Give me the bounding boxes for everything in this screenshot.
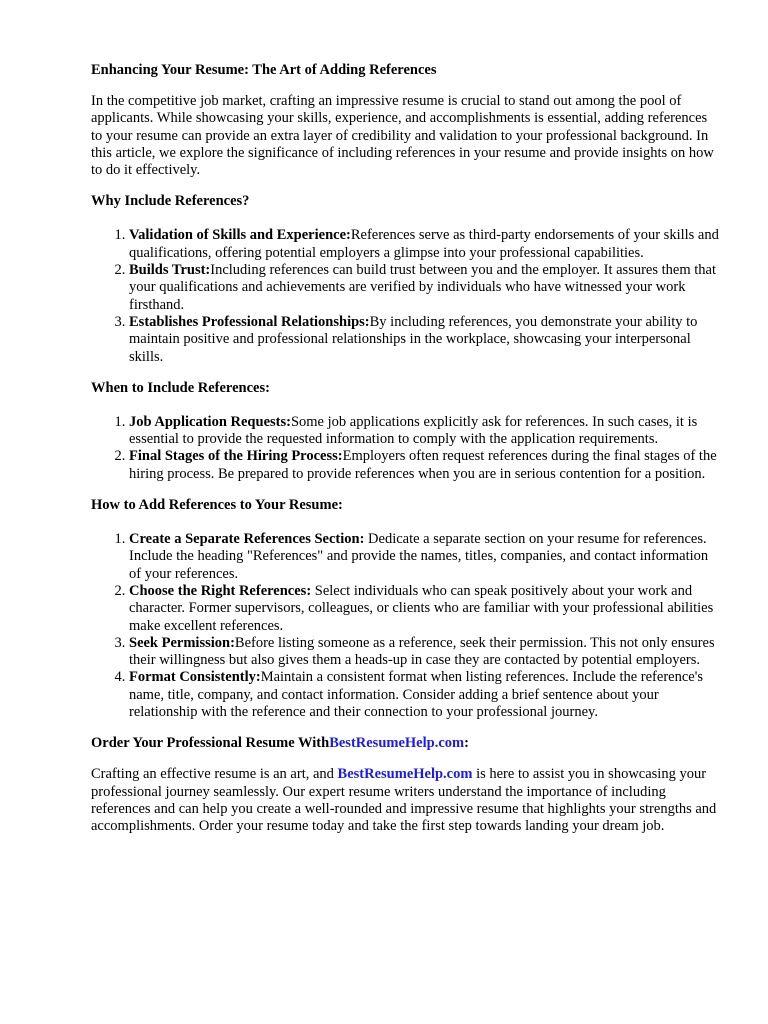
closing-prefix: Crafting an effective resume is an art, and — [91, 766, 338, 783]
order-heading-link[interactable]: BestResumeHelp.com — [329, 735, 465, 752]
when-item — [129, 448, 719, 483]
how-item-text: Maintain a consistent format when listing references. Include the reference's name, title, company, and contact information. Consider adding a brief sentence about your relationship with the reference and their connection to your professional journey. — [129, 669, 703, 721]
order-heading — [91, 735, 728, 752]
why-item — [129, 314, 719, 366]
why-item-text: Including references can build trust between you and the employer. It assures them that your qualifications and achievements are verified by individuals who have witnessed your work firsthand. — [129, 262, 716, 313]
why-heading: Why Include References? — [91, 193, 250, 210]
order-heading-prefix: Order Your Professional Resume With — [91, 735, 330, 752]
how-list — [91, 531, 719, 721]
why-item-text: References serve as third-party endorsements of your skills and qualifications, offering potential employers a glimpse into your professional capabilities. — [129, 227, 719, 261]
why-item-term: Builds Trust: — [129, 262, 211, 279]
when-item-text: Some job applications explicitly ask for references. In such cases, it is essential to provide the requested information to comply with the application requirements. — [129, 413, 698, 448]
how-item-text: Select individuals who can speak positively about your work and character. Former supervisors, colleagues, or clients who are familiar with your professional abilities make excellent references. — [129, 582, 714, 634]
when-item-term: Job Application Requests: — [129, 413, 291, 430]
when-heading: When to Include References: — [91, 379, 270, 396]
how-item-term: Choose the Right References: — [129, 582, 312, 599]
when-item-text: Employers often request references during the final stages of the hiring process. Be prepared to provide references when you are in serious contention for a position. — [129, 448, 717, 482]
how-item-text: Before listing someone as a reference, seek their permission. This not only ensures their willingness but also gives them a heads-up in case they are contacted by potential employers. — [129, 634, 715, 669]
closing-suffix: is here to assist you in showcasing your professional journey seamlessly. Our expert resume writers understand the importance of including references and can help you create a well-rounded and impressive resume that highlights your strengths and accomplishments. Order your resume today and take the first step towards landing your dream job. — [91, 766, 717, 835]
how-item-term: Format Consistently: — [129, 669, 261, 686]
why-item-term: Validation of Skills and Experience: — [129, 227, 351, 244]
how-heading: How to Add References to Your Resume: — [91, 497, 343, 514]
how-item — [129, 635, 719, 670]
why-list — [91, 227, 719, 365]
how-item-text: Dedicate a separate section on your resume for references. Include the heading "References" and provide the names, titles, companies, and contact information of your references. — [129, 531, 709, 582]
order-heading-suffix: : — [464, 735, 469, 752]
how-item — [129, 583, 719, 635]
closing-link[interactable]: BestResumeHelp.com — [337, 766, 473, 783]
how-item — [129, 669, 719, 721]
when-list — [91, 414, 719, 483]
when-item — [129, 414, 719, 449]
why-item-term: Establishes Professional Relationships: — [129, 313, 370, 330]
when-item-term: Final Stages of the Hiring Process: — [129, 448, 343, 465]
how-item-term: Create a Separate References Section: — [129, 531, 365, 548]
closing-paragraph — [91, 766, 719, 835]
why-item-text: By including references, you demonstrate your ability to maintain positive and professional relationships in the workplace, showcasing your interpersonal skills. — [129, 313, 698, 365]
why-item — [129, 227, 719, 262]
how-item-term: Seek Permission: — [129, 634, 235, 651]
intro-paragraph: In the competitive job market, crafting an impressive resume is crucial to stand out among the pool of applicants. While showcasing your skills, experience, and accomplishments is essential, adding references to your resume can provide an extra layer of credibility and validation to your professional background. In this article, we explore the significance of including references in your resume and provide insights on how to do it effectively. — [91, 93, 714, 179]
article-title: Enhancing Your Resume: The Art of Adding References — [91, 62, 437, 78]
how-item — [129, 531, 719, 583]
why-item — [129, 262, 719, 314]
